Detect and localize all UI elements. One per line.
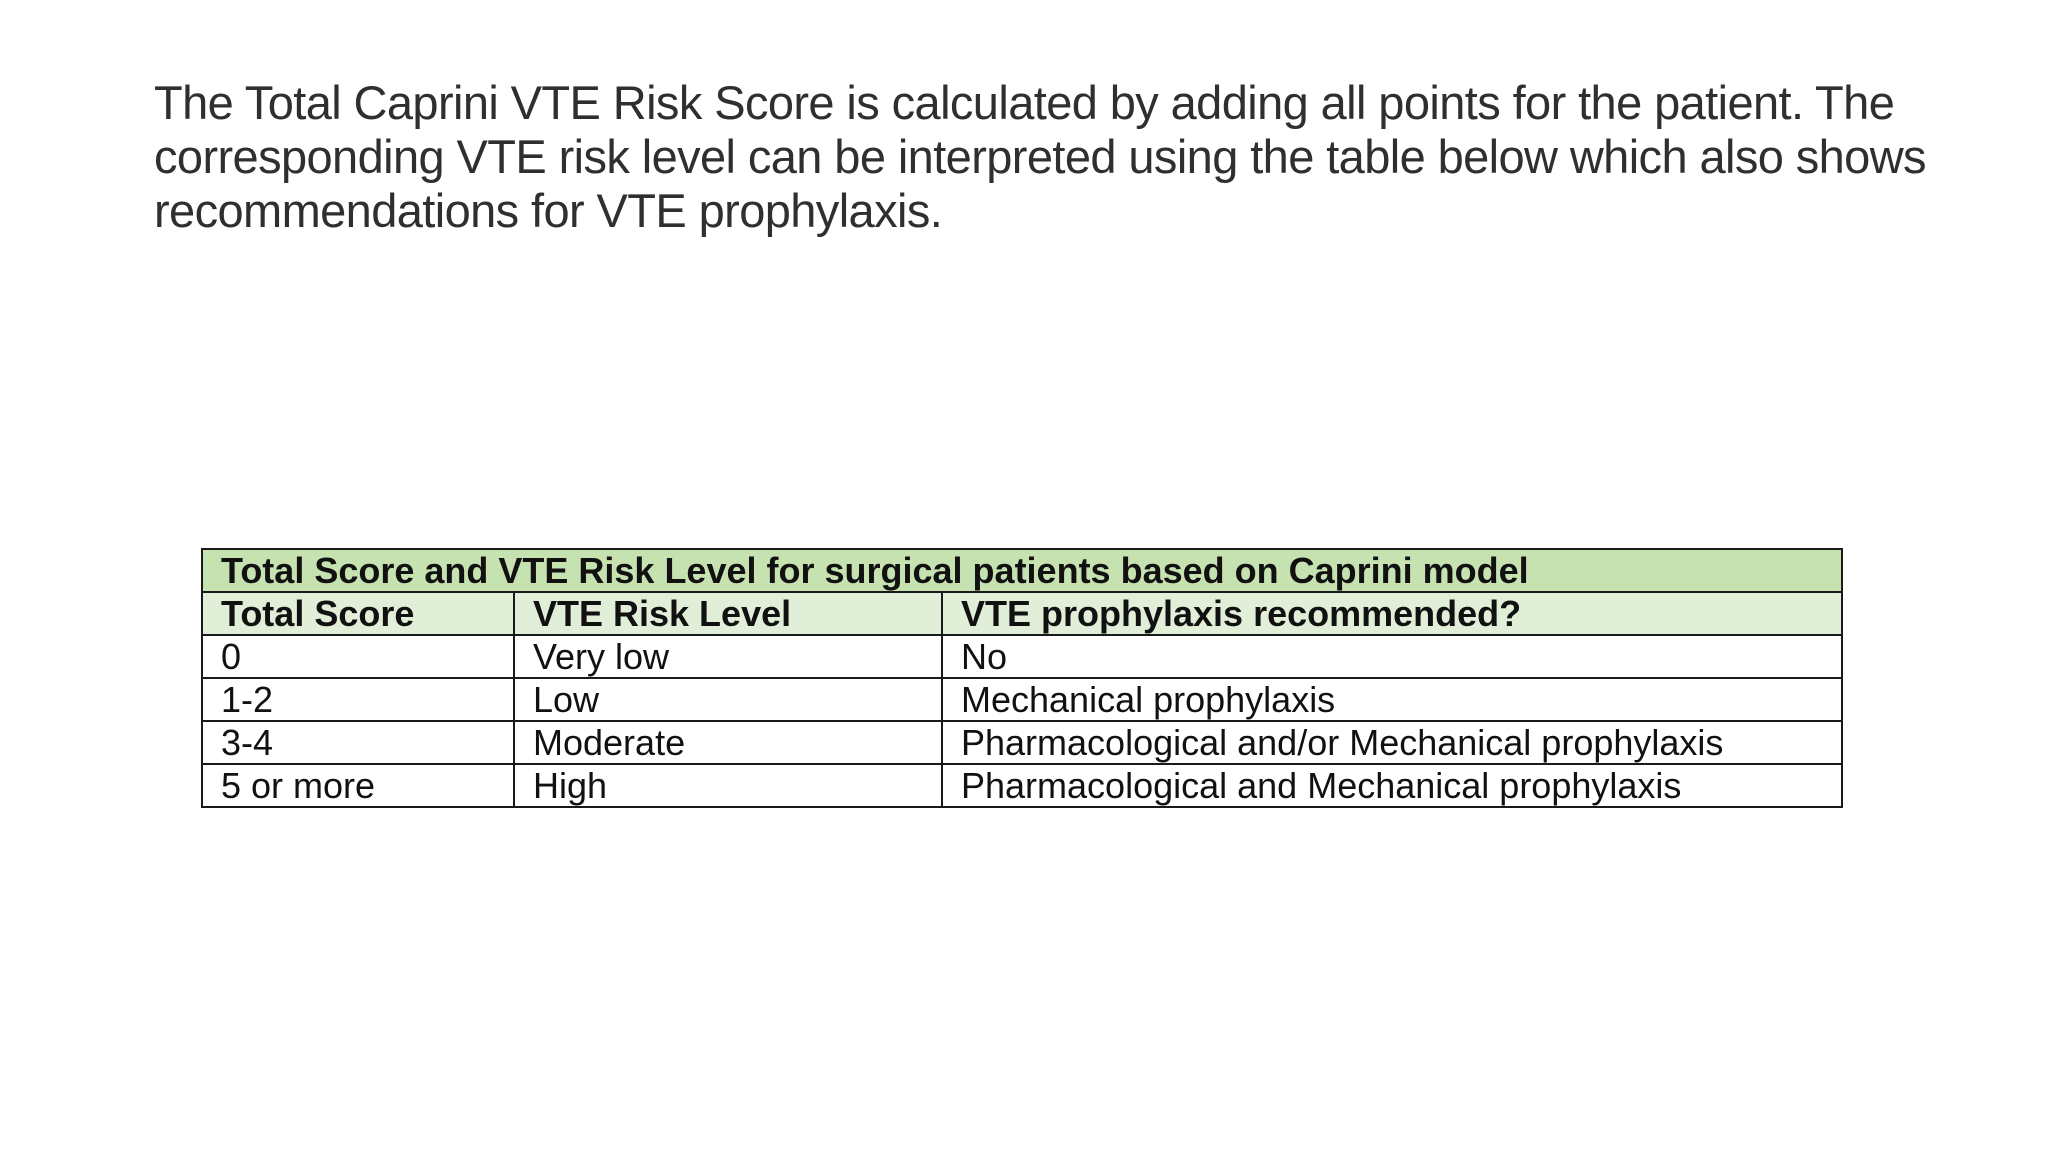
intro-paragraph (154, 76, 1934, 238)
total-score-cell: 0 (202, 635, 514, 678)
risk-level-cell: Moderate (514, 721, 942, 764)
caprini-risk-table (201, 548, 1843, 808)
risk-level-cell: High (514, 764, 942, 807)
column-header-risk-level: VTE Risk Level (514, 592, 942, 635)
intro-line-3: recommendations for VTE prophylaxis. (154, 184, 943, 237)
column-header-total-score: Total Score (202, 592, 514, 635)
table-header-row (202, 592, 1842, 635)
risk-level-cell: Low (514, 678, 942, 721)
column-header-prophylaxis: VTE prophylaxis recommended? (942, 592, 1842, 635)
table-row (202, 678, 1842, 721)
total-score-cell: 5 or more (202, 764, 514, 807)
table-row (202, 764, 1842, 807)
prophylaxis-cell: Pharmacological and/or Mechanical prophylaxis (942, 721, 1842, 764)
total-score-cell: 3-4 (202, 721, 514, 764)
table-row (202, 635, 1842, 678)
prophylaxis-cell: Pharmacological and Mechanical prophylaxis (942, 764, 1842, 807)
intro-line-1: The Total Caprini VTE Risk Score is calculated by adding all points for the patient. The (154, 76, 1895, 129)
prophylaxis-cell: Mechanical prophylaxis (942, 678, 1842, 721)
table-title: Total Score and VTE Risk Level for surgical patients based on Caprini model (202, 549, 1842, 592)
risk-level-cell: Very low (514, 635, 942, 678)
prophylaxis-cell: No (942, 635, 1842, 678)
table-title-row (202, 549, 1842, 592)
total-score-cell: 1-2 (202, 678, 514, 721)
intro-line-2: corresponding VTE risk level can be interpreted using the table below which also shows (154, 130, 1926, 183)
table-row (202, 721, 1842, 764)
